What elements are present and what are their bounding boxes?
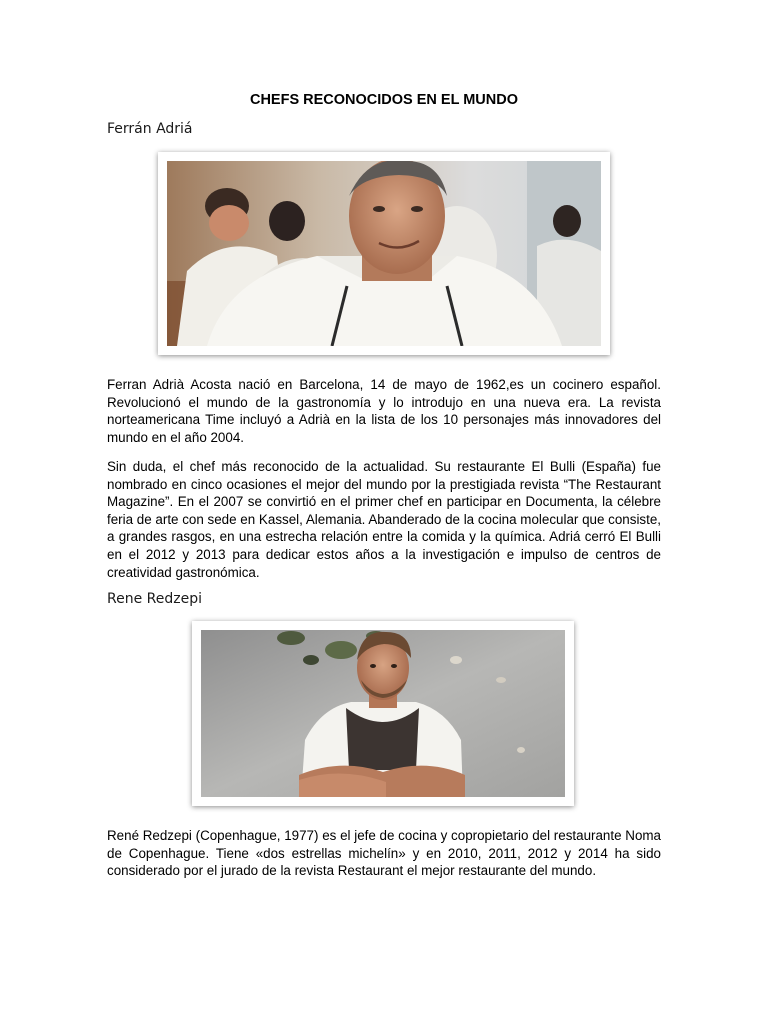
paragraph-rene-bio: René Redzepi (Copenhague, 1977) es el jefe de cocina y copropietario del restaurante Noma de Copenhague. Tiene «dos estrellas michelín» y en 2010, 2011, 2012 y 2014 ha sido considerado por el jurado de la revista Restaurant el mejor restaurante del mundo. <box>107 828 661 879</box>
section-heading-rene-redzepi: Rene Redzepi <box>107 591 202 607</box>
chef-portrait-photo <box>201 630 565 797</box>
photo-ferran-adria <box>158 152 610 355</box>
section-heading-ferran-adria: Ferrán Adriá <box>107 121 193 137</box>
photo-rene-redzepi <box>192 621 574 806</box>
chef-kitchen-photo <box>167 161 601 346</box>
document-title: CHEFS RECONOCIDOS EN EL MUNDO <box>249 92 518 108</box>
paragraph-ferran-bio: Ferran Adrià Acosta nació en Barcelona, 14 de mayo de 1962,es un cocinero español. Revolucionó el mundo de la gastronomía y lo introdujo en una nueva era. La revista norteamericana Time incluyó a Adrià en la lista de los 10 personajes más innovadores del mundo en el año 2004. <box>107 377 661 445</box>
paragraph-ferran-career: Sin duda, el chef más reconocido de la actualidad. Su restaurante El Bulli (España) fue nombrado en cinco ocasiones el mejor del mundo por la prestigiada revista “The Restaurant Magazine”. En el 2007 se convirtió en el primer chef en participar en Documenta, la célebre feria de arte con sede en Kassel, Alemania. Abanderado de la cocina molecular que consiste, a grandes rasgos, en una estrecha relación entre la comida y la química. Adriá cerró El Bulli en el 2012 y 2013 para dedicar estos años a la investigación e impulso de centros de creatividad gastronómica. <box>107 459 661 580</box>
